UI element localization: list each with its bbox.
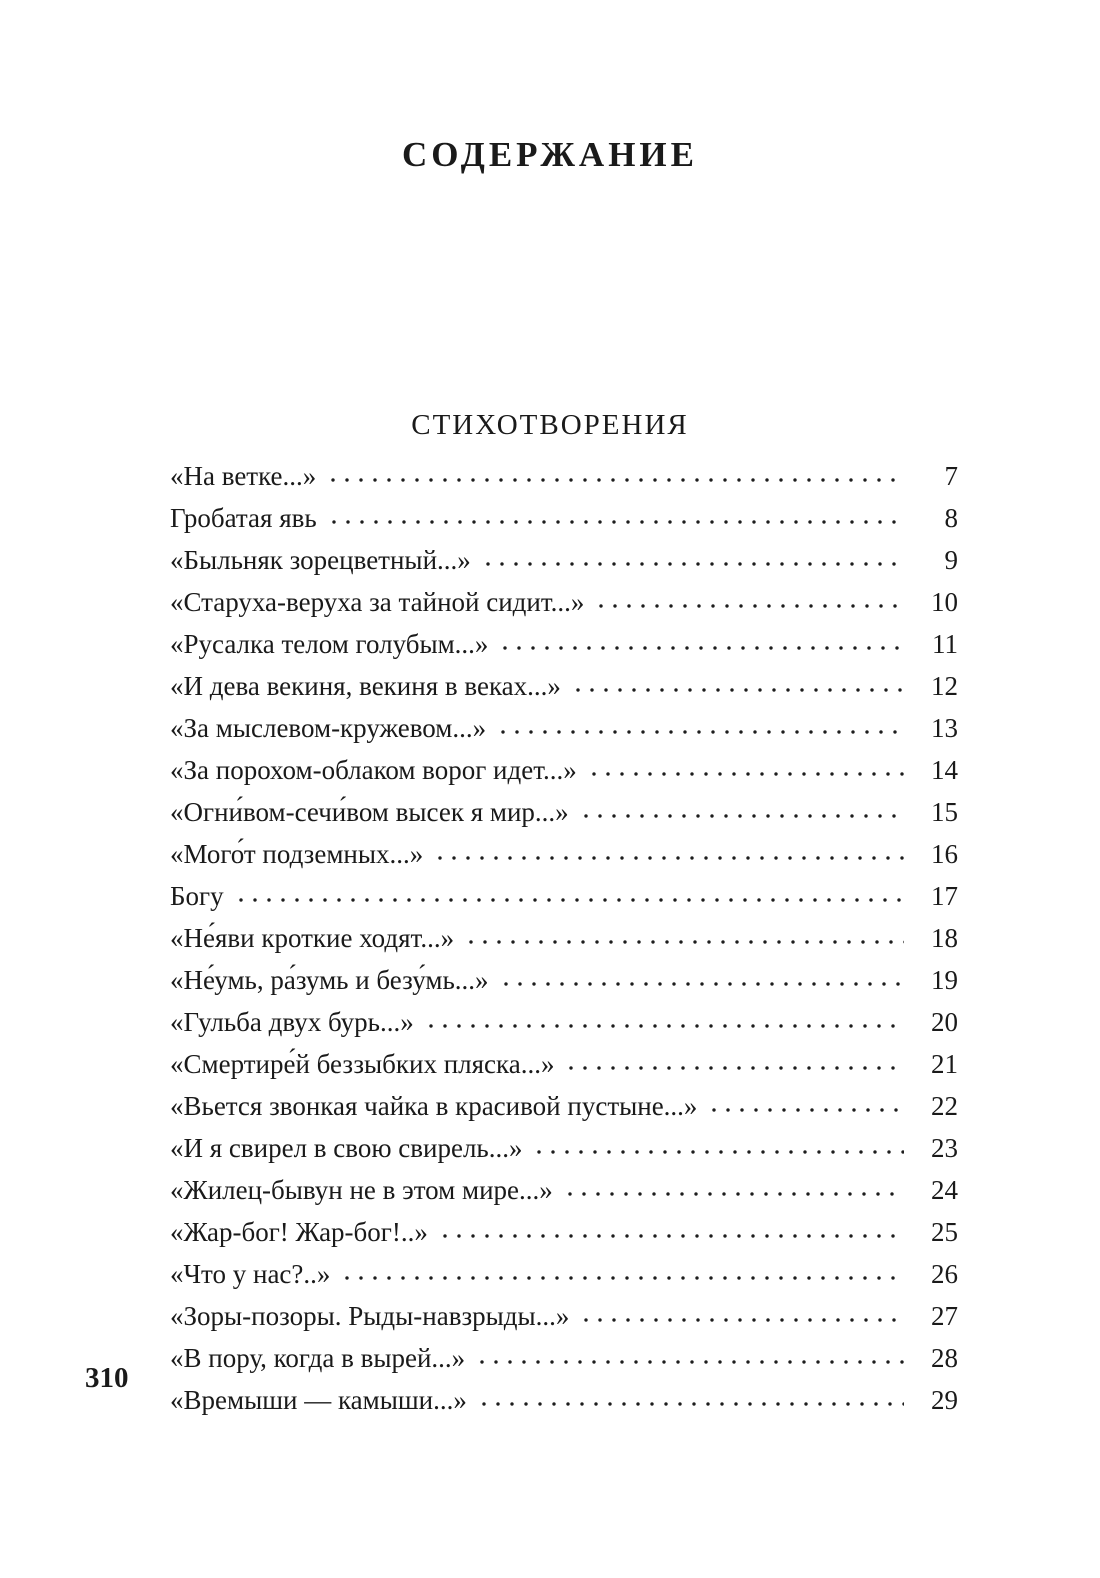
dot-leader [563,1177,904,1199]
toc-entry-title: «Что у нас?..» [170,1259,331,1289]
toc-entry-page: 9 [944,545,958,575]
toc-entry [170,1085,958,1127]
dot-leader [532,1135,904,1157]
toc-entry-title: «Времыши — камыши...» [170,1385,467,1415]
toc-entry-title: «За порохом-облаком ворог идет...» [170,755,577,785]
toc-entry-title: «Зоры-позоры. Рыды-навзрыды...» [170,1301,570,1331]
toc-entry-title: «Не́умь, ра́зумь и безу́мь...» [170,965,489,995]
dot-leader [564,1051,904,1073]
toc-entry-title: «Огни́вом-сечи́вом высек я мир...» [170,797,569,827]
toc-entry-page: 28 [931,1343,958,1373]
toc-entry-title: Гробатая явь [170,503,317,533]
dot-leader [499,967,904,989]
toc-entry [170,875,958,917]
toc-entry-page: 10 [931,587,958,617]
toc-entry-page: 17 [931,881,958,911]
dot-leader [571,673,904,695]
toc-entry-page: 14 [931,755,958,785]
toc-entry [170,623,958,665]
dot-leader [424,1009,904,1031]
page-title: СОДЕРЖАНИЕ [401,135,698,175]
toc-entry-page: 12 [931,671,958,701]
toc-entry-title: «На ветке...» [170,461,317,491]
toc-entry [170,581,958,623]
toc-entry-page: 18 [931,923,958,953]
toc-entry-page: 24 [931,1175,958,1205]
dot-leader [707,1093,904,1115]
toc-entry-title: «Вьется звонкая чайка в красивой пустыне...» [170,1091,698,1121]
toc-entry-page: 22 [931,1091,958,1121]
toc-entry-title: «Гульба двух бурь...» [170,1007,414,1037]
toc-entry-page: 23 [931,1133,958,1163]
toc-entry-page: 16 [931,839,958,869]
toc-entry [170,1295,958,1337]
toc-entry-page: 25 [931,1217,958,1247]
section-heading: СТИХОТВОРЕНИЯ [411,409,689,442]
dot-leader [496,715,904,737]
dot-leader [438,1219,904,1241]
dot-leader [475,1345,904,1367]
toc-entry [170,1001,958,1043]
toc-entry-page: 8 [944,503,958,533]
toc-entry-title: «Смертире́й беззыбких пляска...» [170,1049,555,1079]
toc-entry-page: 29 [931,1385,958,1415]
toc-entry-title: «Мого́т подземных...» [170,839,424,869]
toc-entry [170,791,958,833]
toc-entry [170,1379,958,1421]
toc-entry-title: «Старуха-веруха за тайной сидит...» [170,587,585,617]
toc-entry [170,1337,958,1379]
toc-entry-title: «Не́яви кроткие ходят...» [170,923,455,953]
toc-entry-title: «И дева векиня, векиня в веках...» [170,671,561,701]
toc-entry [170,833,958,875]
toc-entry-page: 20 [931,1007,958,1037]
dot-leader [433,841,904,863]
toc-entry [170,1253,958,1295]
toc-entry-title: «Быльняк зорецветный...» [170,545,471,575]
toc-entry-title: «В пору, когда в вырей...» [170,1343,466,1373]
toc-entry-title: «Русалка телом голубым...» [170,629,489,659]
toc-entry-title: Богу [170,881,224,911]
toc-entry [170,707,958,749]
dot-leader [234,883,904,905]
toc-entry-page: 27 [931,1301,958,1331]
toc-entry-page: 13 [931,713,958,743]
toc-entry [170,917,958,959]
dot-leader [579,799,904,821]
dot-leader [340,1261,904,1283]
toc-entry [170,959,958,1001]
toc-entry [170,497,958,539]
toc-entry-title: «За мыслевом-кружевом...» [170,713,487,743]
dot-leader [464,925,904,947]
dot-leader [326,463,904,485]
toc-entry-page: 26 [931,1259,958,1289]
toc-entry-title: «И я свирел в свою свирель...» [170,1133,523,1163]
toc-entry [170,1169,958,1211]
toc-entry [170,455,958,497]
dot-leader [477,1387,904,1409]
toc-entry [170,1043,958,1085]
folio-page-number: 310 [85,1362,129,1394]
toc-entry-page: 11 [932,629,958,659]
toc-entry-page: 21 [931,1049,958,1079]
toc-entry [170,1211,958,1253]
dot-leader [587,757,904,779]
toc-entry-page: 19 [931,965,958,995]
toc-entry-page: 7 [944,461,958,491]
toc-entry [170,1127,958,1169]
dot-leader [579,1303,904,1325]
dot-leader [327,505,904,527]
dot-leader [594,589,904,611]
toc-entry [170,749,958,791]
toc-list [170,455,958,1421]
toc-entry-title: «Жилец-бывун не в этом мире...» [170,1175,553,1205]
toc-entry [170,539,958,581]
dot-leader [498,631,904,653]
toc-entry-title: «Жар-бог! Жар-бог!..» [170,1217,428,1247]
toc-entry-page: 15 [931,797,958,827]
toc-entry [170,665,958,707]
dot-leader [481,547,904,569]
